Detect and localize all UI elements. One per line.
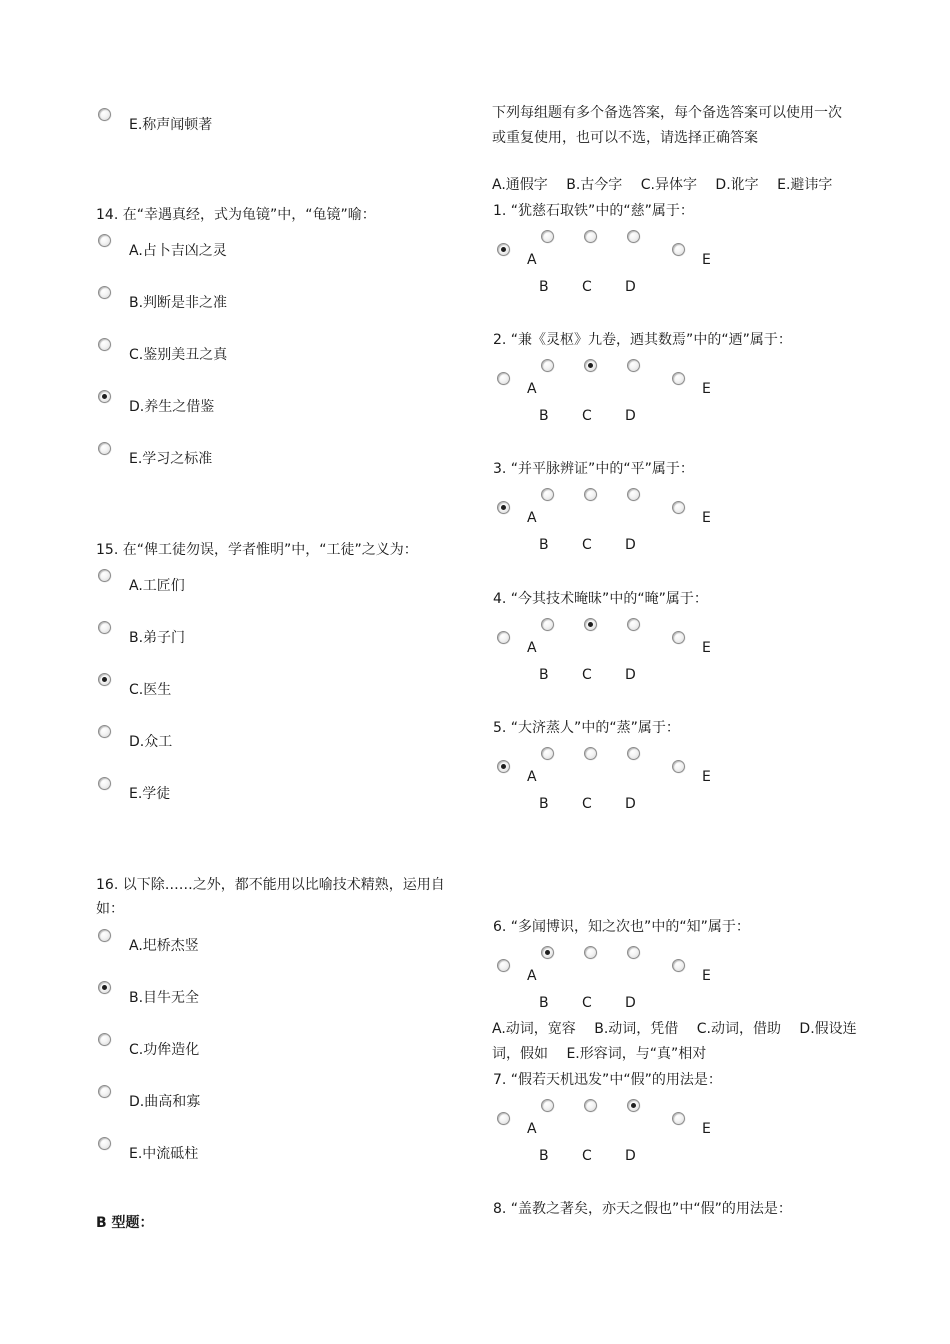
group-1-options: A.通假字 B.古今字 C.异体字 D.讹字 E.避讳字 <box>492 177 833 193</box>
choice-letter-e: E <box>702 381 711 397</box>
choice-letter-e: E <box>702 252 711 268</box>
radio-q6-a[interactable] <box>497 959 510 972</box>
choice-letter-c: C <box>582 537 592 553</box>
radio-q5-d[interactable] <box>627 747 640 760</box>
radio-q14-e[interactable] <box>98 442 111 455</box>
question-title: 6. “多闻博识，知之次也”中的“知”属于： <box>493 919 750 935</box>
radio-q16-a[interactable] <box>98 929 111 942</box>
radio-q5-a[interactable] <box>497 760 510 773</box>
radio-q2-b[interactable] <box>541 359 554 372</box>
radio-q14-a[interactable] <box>98 234 111 247</box>
choice-letter-e: E <box>702 640 711 656</box>
choice-letter-e: E <box>702 769 711 785</box>
radio-q7-b[interactable] <box>541 1099 554 1112</box>
question-title: 4. “今其技术晻昧”中的“晻”属于： <box>493 591 708 607</box>
choice-letter-d: D <box>625 1148 636 1164</box>
choice-letter-b: B <box>539 796 549 812</box>
radio-q4-e[interactable] <box>672 631 685 644</box>
choice-letter-c: C <box>582 1148 592 1164</box>
radio-q4-b[interactable] <box>541 618 554 631</box>
radio-q3-b[interactable] <box>541 488 554 501</box>
radio-q16-e[interactable] <box>98 1137 111 1150</box>
radio-q16-d[interactable] <box>98 1085 111 1098</box>
radio-q6-d[interactable] <box>627 946 640 959</box>
option-label: A.工匠们 <box>129 578 185 594</box>
question-title: 8. “盖教之著矣，亦天之假也”中“假”的用法是： <box>493 1201 792 1217</box>
choice-letter-d: D <box>625 796 636 812</box>
choice-letter-a: A <box>527 252 537 268</box>
choice-letter-b: B <box>539 537 549 553</box>
choice-letter-d: D <box>625 667 636 683</box>
option-label: A.占卜吉凶之灵 <box>129 243 227 259</box>
choice-letter-e: E <box>702 1121 711 1137</box>
choice-letter-b: B <box>539 1148 549 1164</box>
radio-q4-c[interactable] <box>584 618 597 631</box>
option-label: E.中流砥柱 <box>129 1146 199 1162</box>
option-label: D.曲高和寡 <box>129 1094 201 1110</box>
radio-q15-b[interactable] <box>98 621 111 634</box>
option-label: C.鉴别美丑之真 <box>129 347 228 363</box>
radio-q3-a[interactable] <box>497 501 510 514</box>
radio-q5-b[interactable] <box>541 747 554 760</box>
radio-q15-d[interactable] <box>98 725 111 738</box>
question-title: 14. 在“幸遇真经，式为龟镜”中，“龟镜”喻： <box>96 207 376 223</box>
radio-q15-a[interactable] <box>98 569 111 582</box>
radio-q7-d[interactable] <box>627 1099 640 1112</box>
choice-letter-c: C <box>582 796 592 812</box>
choice-letter-d: D <box>625 408 636 424</box>
radio-q13-e[interactable] <box>98 108 111 121</box>
option-label: D.众工 <box>129 734 173 750</box>
section-heading-b: B 型题： <box>96 1215 154 1231</box>
choice-letter-a: A <box>527 968 537 984</box>
choice-letter-c: C <box>582 995 592 1011</box>
choice-letter-a: A <box>527 1121 537 1137</box>
radio-q3-c[interactable] <box>584 488 597 501</box>
radio-q1-b[interactable] <box>541 230 554 243</box>
option-label: E.称声闻顿著 <box>129 117 213 133</box>
choice-letter-a: A <box>527 510 537 526</box>
question-title-continued: 如： <box>96 901 124 917</box>
radio-q1-e[interactable] <box>672 243 685 256</box>
radio-q3-d[interactable] <box>627 488 640 501</box>
option-label: A.圯桥杰竖 <box>129 938 199 954</box>
radio-q14-b[interactable] <box>98 286 111 299</box>
option-label: C.功侔造化 <box>129 1042 200 1058</box>
choice-letter-b: B <box>539 995 549 1011</box>
question-title: 1. “犹慈石取铁”中的“慈”属于： <box>493 203 694 219</box>
radio-q2-a[interactable] <box>497 372 510 385</box>
question-title: 5. “大济蒸人”中的“蒸”属于： <box>493 720 680 736</box>
choice-letter-a: A <box>527 381 537 397</box>
option-label: E.学习之标准 <box>129 451 213 467</box>
radio-q4-a[interactable] <box>497 631 510 644</box>
choice-letter-b: B <box>539 279 549 295</box>
choice-letter-e: E <box>702 510 711 526</box>
radio-q15-e[interactable] <box>98 777 111 790</box>
choice-letter-b: B <box>539 408 549 424</box>
choice-letter-d: D <box>625 279 636 295</box>
radio-q15-c[interactable] <box>98 673 111 686</box>
option-label: E.学徒 <box>129 786 171 802</box>
radio-q6-c[interactable] <box>584 946 597 959</box>
instructions: 下列每组题有多个备选答案，每个备选答案可以使用一次 <box>492 105 842 121</box>
question-title: 2. “兼《灵枢》九卷，迺其数焉”中的“迺”属于： <box>493 332 792 348</box>
option-label: C.医生 <box>129 682 172 698</box>
radio-q1-c[interactable] <box>584 230 597 243</box>
radio-q7-c[interactable] <box>584 1099 597 1112</box>
radio-q5-e[interactable] <box>672 760 685 773</box>
question-title: 15. 在“俾工徒勿误，学者惟明”中，“工徒”之义为： <box>96 542 418 558</box>
question-title: 7. “假若天机迅发”中“假”的用法是： <box>493 1072 722 1088</box>
option-label: D.养生之借鉴 <box>129 399 215 415</box>
radio-q5-c[interactable] <box>584 747 597 760</box>
radio-q3-e[interactable] <box>672 501 685 514</box>
radio-q14-d[interactable] <box>98 390 111 403</box>
radio-q6-b[interactable] <box>541 946 554 959</box>
radio-q16-c[interactable] <box>98 1033 111 1046</box>
radio-q1-d[interactable] <box>627 230 640 243</box>
choice-letter-c: C <box>582 408 592 424</box>
radio-q4-d[interactable] <box>627 618 640 631</box>
group-2-options-continued: 词，假如 E.形容词，与“真”相对 <box>492 1046 707 1062</box>
choice-letter-b: B <box>539 667 549 683</box>
radio-q14-c[interactable] <box>98 338 111 351</box>
radio-q2-c[interactable] <box>584 359 597 372</box>
radio-q6-e[interactable] <box>672 959 685 972</box>
radio-q1-a[interactable] <box>497 243 510 256</box>
choice-letter-d: D <box>625 995 636 1011</box>
question-title: 16. 以下除……之外，都不能用以比喻技术精熟，运用自 <box>96 877 445 893</box>
option-label: B.弟子门 <box>129 630 186 646</box>
choice-letter-a: A <box>527 640 537 656</box>
radio-q16-b[interactable] <box>98 981 111 994</box>
radio-q7-a[interactable] <box>497 1112 510 1125</box>
choice-letter-e: E <box>702 968 711 984</box>
option-label: B.目牛无全 <box>129 990 200 1006</box>
choice-letter-a: A <box>527 769 537 785</box>
radio-q2-d[interactable] <box>627 359 640 372</box>
group-2-options: A.动词，宽容 B.动词，凭借 C.动词，借助 D.假设连 <box>492 1021 857 1037</box>
radio-q2-e[interactable] <box>672 372 685 385</box>
question-title: 3. “并平脉辨证”中的“平”属于： <box>493 461 694 477</box>
instructions-continued: 或重复使用，也可以不选，请选择正确答案 <box>492 130 758 146</box>
option-label: B.判断是非之准 <box>129 295 228 311</box>
radio-q7-e[interactable] <box>672 1112 685 1125</box>
choice-letter-d: D <box>625 537 636 553</box>
choice-letter-c: C <box>582 667 592 683</box>
choice-letter-c: C <box>582 279 592 295</box>
